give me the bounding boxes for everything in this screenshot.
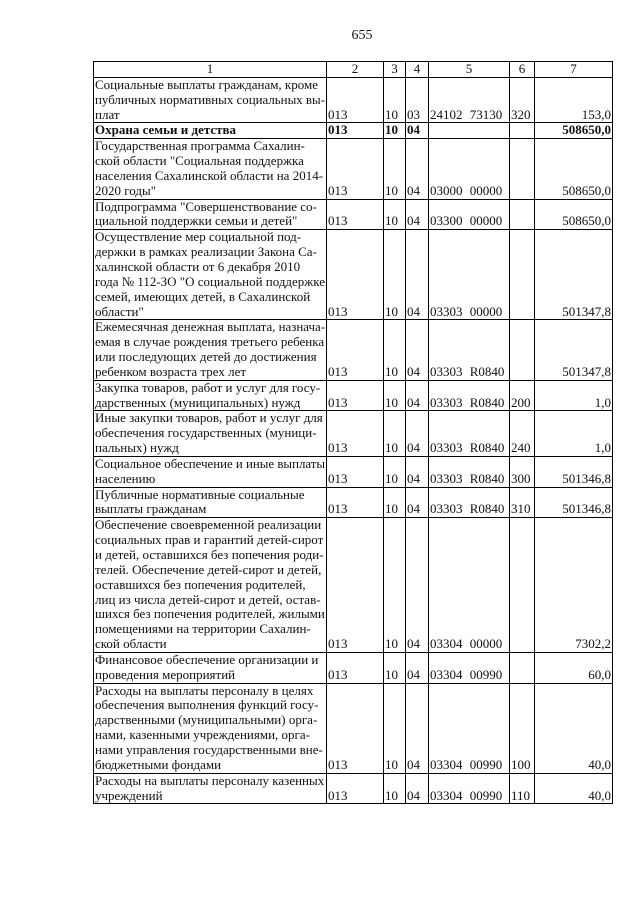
description-line: Расходы на выплаты персоналу казенных bbox=[95, 773, 325, 788]
description-line: емая в случае рождения третьего ребенка bbox=[95, 334, 325, 350]
description-line: телей. Обеспечение детей-сирот и детей, bbox=[95, 561, 322, 577]
description-line: года № 112-ЗО "О социальной поддержке bbox=[95, 273, 325, 289]
expense-type-cell: 300 bbox=[510, 456, 535, 487]
amount-cell: 1,0 bbox=[535, 411, 613, 457]
description-line: 2020 годы" bbox=[95, 182, 157, 198]
subsection-code-cell: 04 bbox=[406, 773, 429, 804]
description-cell bbox=[94, 773, 327, 804]
target-article-cell: 24102 73130 bbox=[429, 77, 510, 123]
description-line: Государственная программа Сахалин- bbox=[95, 138, 305, 154]
header-col-5: 5 bbox=[429, 62, 510, 78]
expense-type-cell bbox=[510, 230, 535, 320]
target-article-cell: 03303 R0840 bbox=[429, 411, 510, 457]
expense-type-cell: 240 bbox=[510, 411, 535, 457]
target-article-cell: 03303 R0840 bbox=[429, 487, 510, 518]
page-number: 655 bbox=[351, 28, 373, 43]
description-line: проведения мероприятий bbox=[95, 666, 236, 682]
admin-code-cell: 013 bbox=[327, 320, 384, 380]
amount-cell: 501347,8 bbox=[535, 230, 613, 320]
description-line: ской области "Социальная поддержка bbox=[95, 153, 304, 169]
description-cell bbox=[94, 320, 327, 380]
subsection-code-cell: 04 bbox=[406, 199, 429, 230]
table-row bbox=[94, 518, 613, 653]
subsection-code-cell: 04 bbox=[406, 652, 429, 683]
admin-code-cell: 013 bbox=[327, 683, 384, 773]
description-line: ской области bbox=[95, 636, 167, 652]
description-line: плат bbox=[95, 106, 120, 122]
budget-table bbox=[93, 61, 613, 804]
section-code-cell: 10 bbox=[384, 518, 406, 653]
description-line: Ежемесячная денежная выплата, назнача- bbox=[95, 319, 325, 335]
expense-type-cell: 320 bbox=[510, 77, 535, 123]
section-code-cell: 10 bbox=[384, 683, 406, 773]
description-cell bbox=[94, 652, 327, 683]
description-line: социальных прав и гарантий детей-сирот bbox=[95, 532, 324, 548]
section-row bbox=[94, 123, 613, 139]
description-line: дарственными (муниципальными) орга- bbox=[95, 712, 318, 728]
description-line: бюджетными фондами bbox=[95, 756, 222, 772]
section-code-cell: 10 bbox=[384, 320, 406, 380]
amount-cell: 508650,0 bbox=[535, 199, 613, 230]
description-line: области" bbox=[95, 303, 144, 319]
admin-code-cell: 013 bbox=[327, 139, 384, 199]
description-line: семей, имеющих детей, в Сахалинской bbox=[95, 288, 311, 304]
expense-type-cell: 100 bbox=[510, 683, 535, 773]
table-row bbox=[94, 77, 613, 123]
description-cell bbox=[94, 77, 327, 123]
amount-cell: 501346,8 bbox=[535, 487, 613, 518]
table-row bbox=[94, 487, 613, 518]
section-code-cell: 10 bbox=[384, 139, 406, 199]
header-row bbox=[94, 62, 613, 78]
description-line: лиц из числа детей-сирот и детей, остав- bbox=[95, 591, 321, 607]
description-line: Финансовое обеспечение организации и bbox=[95, 652, 319, 667]
description-line: шихся без попечения родителей, жилыми bbox=[95, 606, 325, 622]
expense-type-cell bbox=[510, 139, 535, 199]
admin-code-cell: 013 bbox=[327, 773, 384, 804]
description-cell bbox=[94, 518, 327, 653]
header-col-6: 6 bbox=[510, 62, 535, 78]
amount-cell: 501347,8 bbox=[535, 320, 613, 380]
description-line: или последующих детей до достижения bbox=[95, 349, 317, 365]
target-article-cell: 03000 00000 bbox=[429, 139, 510, 199]
subsection-code-cell: 04 bbox=[406, 487, 429, 518]
amount-cell: 153,0 bbox=[535, 77, 613, 123]
admin-code-cell: 013 bbox=[327, 518, 384, 653]
amount-cell: 1,0 bbox=[535, 380, 613, 411]
description-line: Социальное обеспечение и иные выплаты bbox=[95, 456, 326, 471]
expense-type-cell bbox=[510, 518, 535, 653]
description-line: Закупка товаров, работ и услуг для госу- bbox=[95, 380, 321, 395]
table-row bbox=[94, 773, 613, 804]
section-code-cell: 10 bbox=[384, 652, 406, 683]
description-line: населению bbox=[95, 470, 156, 486]
description-line: Социальные выплаты гражданам, кроме bbox=[95, 77, 318, 92]
table-row bbox=[94, 652, 613, 683]
header-col-2: 2 bbox=[327, 62, 384, 78]
table-row bbox=[94, 199, 613, 230]
target-article-cell: 03304 00990 bbox=[429, 683, 510, 773]
admin-code-cell: 013 bbox=[327, 230, 384, 320]
description-line: выплаты гражданам bbox=[95, 501, 207, 517]
amount-cell: 40,0 bbox=[535, 683, 613, 773]
target-article-cell: 03303 00000 bbox=[429, 230, 510, 320]
description-line: нами управления государственными вне- bbox=[95, 741, 323, 757]
description-line: дарственных (муниципальных) нужд bbox=[95, 394, 301, 410]
expense-type-cell bbox=[510, 123, 535, 139]
description-cell bbox=[94, 487, 327, 518]
section-code-cell: 10 bbox=[384, 123, 406, 139]
description-line: учреждений bbox=[95, 787, 163, 803]
admin-code-cell: 013 bbox=[327, 123, 384, 139]
table-row bbox=[94, 230, 613, 320]
description-cell bbox=[94, 456, 327, 487]
description-line: Охрана семьи и детства bbox=[95, 122, 237, 138]
subsection-code-cell: 04 bbox=[406, 683, 429, 773]
expense-type-cell: 310 bbox=[510, 487, 535, 518]
description-line: Расходы на выплаты персоналу в целях bbox=[95, 683, 314, 698]
amount-cell: 60,0 bbox=[535, 652, 613, 683]
table-header bbox=[94, 62, 613, 78]
target-article-cell: 03304 00000 bbox=[429, 518, 510, 653]
admin-code-cell: 013 bbox=[327, 199, 384, 230]
target-article-cell: 03300 00000 bbox=[429, 199, 510, 230]
description-line: держки в рамках реализации Закона Са- bbox=[95, 244, 317, 260]
section-code-cell: 10 bbox=[384, 77, 406, 123]
section-code-cell: 10 bbox=[384, 199, 406, 230]
expense-type-cell bbox=[510, 199, 535, 230]
admin-code-cell: 013 bbox=[327, 487, 384, 518]
description-line: населения Сахалинской области на 2014- bbox=[95, 167, 324, 183]
target-article-cell: 03303 R0840 bbox=[429, 380, 510, 411]
target-article-cell: 03304 00990 bbox=[429, 652, 510, 683]
amount-cell: 7302,2 bbox=[535, 518, 613, 653]
description-line: нами, казенными учреждениями, орга- bbox=[95, 727, 310, 743]
description-line: Осуществление мер социальной под- bbox=[95, 229, 302, 245]
amount-cell: 508650,0 bbox=[535, 123, 613, 139]
description-line: обеспечения выполнения функций госу- bbox=[95, 697, 319, 713]
description-line: Иные закупки товаров, работ и услуг для bbox=[95, 410, 323, 426]
description-line: Обеспечение своевременной реализации bbox=[95, 517, 322, 533]
description-line: обеспечения государственных (муници- bbox=[95, 425, 317, 441]
description-line: халинской области от 6 декабря 2010 bbox=[95, 258, 301, 274]
section-code-cell: 10 bbox=[384, 230, 406, 320]
section-code-cell: 10 bbox=[384, 773, 406, 804]
description-line: Публичные нормативные социальные bbox=[95, 487, 305, 502]
admin-code-cell: 013 bbox=[327, 456, 384, 487]
description-line: публичных нормативных социальных вы- bbox=[95, 91, 325, 107]
admin-code-cell: 013 bbox=[327, 77, 384, 123]
table-row bbox=[94, 320, 613, 380]
section-code-cell: 10 bbox=[384, 487, 406, 518]
admin-code-cell: 013 bbox=[327, 380, 384, 411]
subsection-code-cell: 04 bbox=[406, 123, 429, 139]
admin-code-cell: 013 bbox=[327, 411, 384, 457]
amount-cell: 508650,0 bbox=[535, 139, 613, 199]
description-cell bbox=[94, 230, 327, 320]
table-row bbox=[94, 380, 613, 411]
description-cell bbox=[94, 683, 327, 773]
table-row bbox=[94, 683, 613, 773]
table-body bbox=[94, 77, 613, 804]
subsection-code-cell: 04 bbox=[406, 320, 429, 380]
subsection-code-cell: 04 bbox=[406, 230, 429, 320]
amount-cell: 501346,8 bbox=[535, 456, 613, 487]
header-col-4: 4 bbox=[406, 62, 429, 78]
description-line: и детей, оставшихся без попечения роди- bbox=[95, 547, 324, 562]
admin-code-cell: 013 bbox=[327, 652, 384, 683]
header-col-7: 7 bbox=[535, 62, 613, 78]
expense-type-cell: 200 bbox=[510, 380, 535, 411]
description-cell bbox=[94, 199, 327, 230]
expense-type-cell bbox=[510, 320, 535, 380]
section-code-cell: 10 bbox=[384, 411, 406, 457]
expense-type-cell bbox=[510, 652, 535, 683]
header-col-1: 1 bbox=[94, 62, 327, 78]
subsection-code-cell: 04 bbox=[406, 139, 429, 199]
subsection-code-cell: 04 bbox=[406, 411, 429, 457]
section-code-cell: 10 bbox=[384, 456, 406, 487]
table-row bbox=[94, 456, 613, 487]
description-line: ребенком возраста трех лет bbox=[95, 363, 247, 379]
subsection-code-cell: 04 bbox=[406, 518, 429, 653]
description-line: оставшихся без попечения родителей, bbox=[95, 576, 306, 592]
subsection-code-cell: 03 bbox=[406, 77, 429, 123]
section-code-cell: 10 bbox=[384, 380, 406, 411]
target-article-cell: 03303 R0840 bbox=[429, 456, 510, 487]
description-cell bbox=[94, 380, 327, 411]
subsection-code-cell: 04 bbox=[406, 456, 429, 487]
description-line: пальных) нужд bbox=[95, 440, 179, 456]
description-cell bbox=[94, 411, 327, 457]
amount-cell: 40,0 bbox=[535, 773, 613, 804]
table-row bbox=[94, 411, 613, 457]
description-line: Подпрограмма "Совершенствование со- bbox=[95, 199, 317, 214]
description-cell bbox=[94, 139, 327, 199]
description-line: циальной поддержки семьи и детей" bbox=[95, 213, 298, 229]
target-article-cell: 03303 R0840 bbox=[429, 320, 510, 380]
target-article-cell: 03304 00990 bbox=[429, 773, 510, 804]
subsection-code-cell: 04 bbox=[406, 380, 429, 411]
expense-type-cell: 110 bbox=[510, 773, 535, 804]
target-article-cell bbox=[429, 123, 510, 139]
header-col-3: 3 bbox=[384, 62, 406, 78]
description-cell bbox=[94, 123, 327, 139]
table-row bbox=[94, 139, 613, 199]
description-line: помещениями на территории Сахалин- bbox=[95, 621, 311, 637]
